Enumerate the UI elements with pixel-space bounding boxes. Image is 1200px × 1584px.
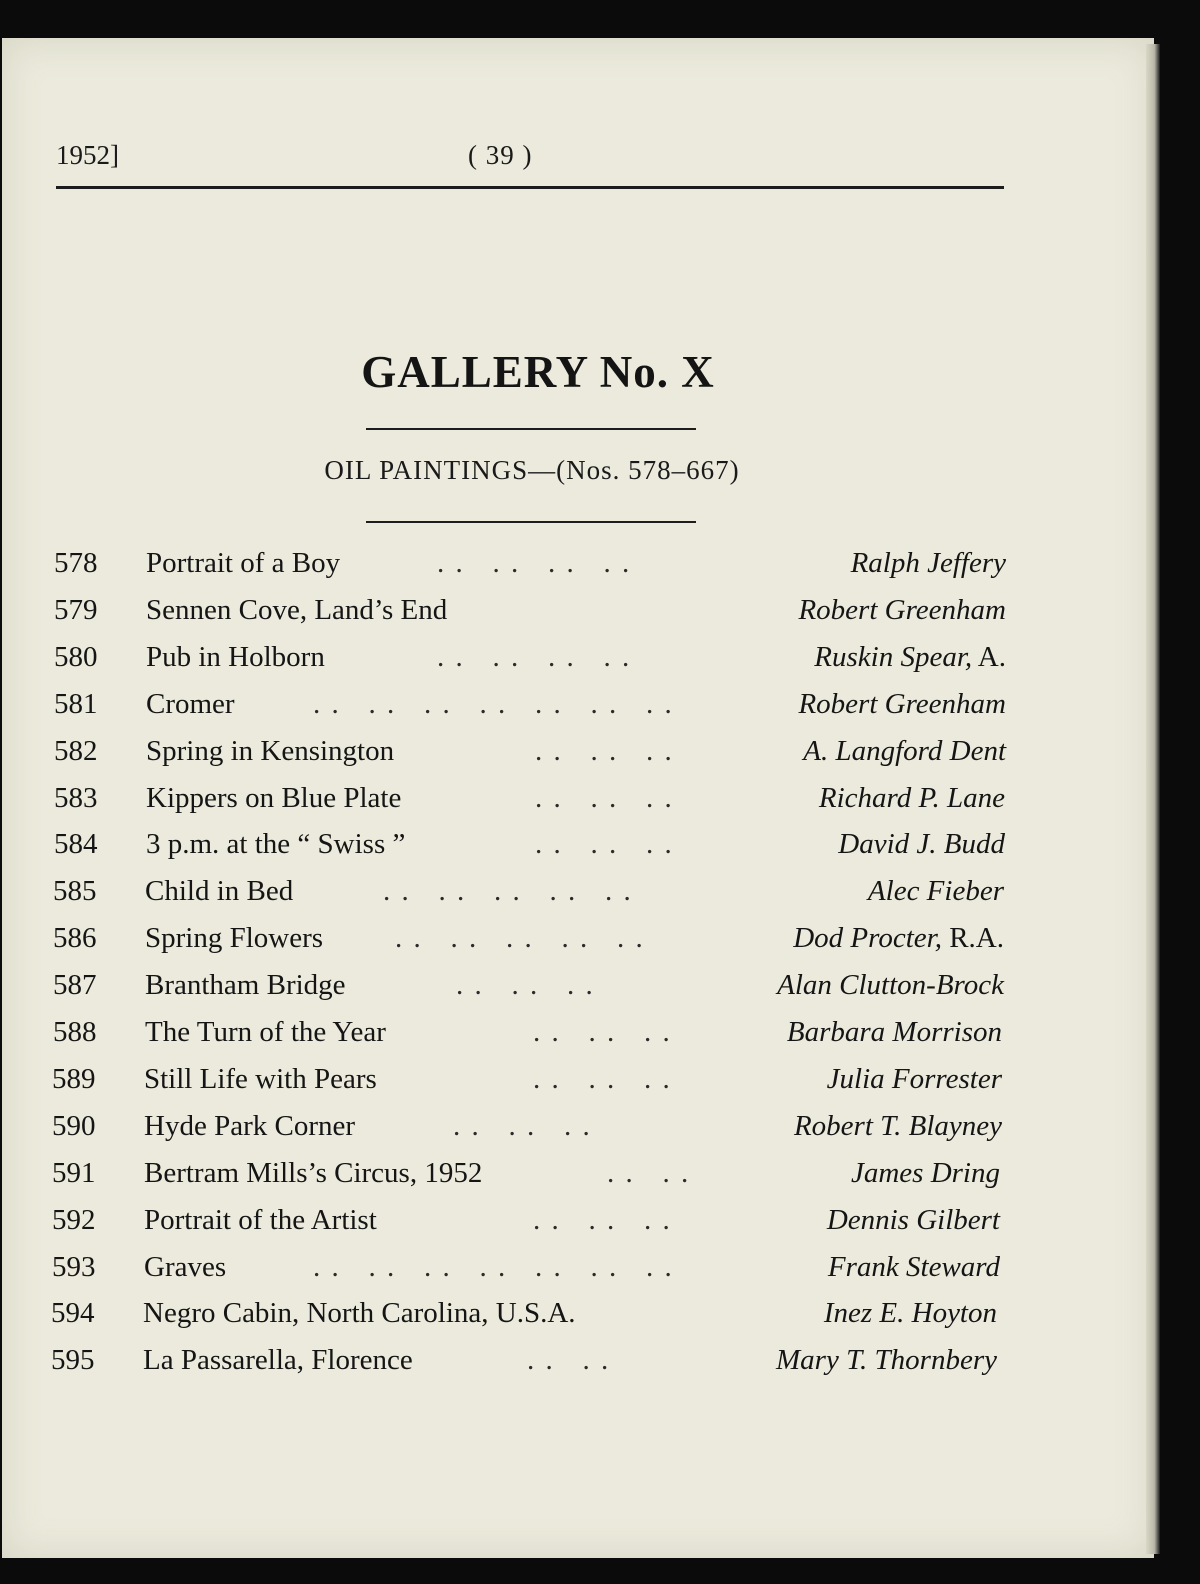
leader-dots: . . . . . .	[533, 1063, 672, 1095]
entry-artist	[838, 828, 1005, 861]
entry-title: Still Life with Pears	[144, 1063, 377, 1095]
artist-name: Robert T. Blayney	[793, 1110, 1002, 1142]
leader-dots: . . . . . . . .	[437, 547, 632, 579]
entry-title: Kippers on Blue Plate	[146, 782, 402, 814]
entry-title: Bertram Mills’s Circus, 1952	[144, 1157, 483, 1189]
gallery-title: GALLERY No. X	[361, 347, 715, 397]
entry-artist	[794, 1110, 1002, 1143]
entry-number: 595	[51, 1344, 95, 1376]
leader-dots: . . . . . .	[533, 1016, 672, 1048]
entry-title: The Turn of the Year	[145, 1016, 386, 1048]
entry-artist	[827, 1063, 1002, 1096]
leader-dots: . . . . . .	[533, 1204, 672, 1236]
entry-artist	[777, 969, 1004, 1002]
entry-title: Portrait of a Boy	[146, 547, 341, 579]
entry-title: Sennen Cove, Land’s End	[146, 594, 448, 626]
entry-artist	[793, 922, 1004, 955]
entry-title: Spring in Kensington	[146, 735, 395, 767]
entry-title: Child in Bed	[145, 875, 294, 907]
catalogue-entry	[54, 547, 1006, 591]
entry-title: La Passarella, Florence	[143, 1344, 413, 1376]
entry-artist	[868, 875, 1004, 908]
title-rule	[366, 428, 696, 430]
header-rule	[56, 186, 1004, 189]
artist-name: Julia Forrester	[826, 1063, 1002, 1095]
leader-dots: . . . . . .	[456, 969, 595, 1001]
leader-dots: . . . . . . . . . .	[383, 875, 633, 907]
leader-dots: . . . . . .	[535, 735, 674, 767]
entry-artist	[776, 1344, 997, 1377]
artist-name: Dod Procter,	[793, 922, 942, 954]
artist-name: Inez E. Hoyton	[823, 1297, 997, 1329]
entry-number: 582	[54, 735, 98, 767]
entry-number: 581	[54, 688, 98, 720]
page-header	[56, 140, 1004, 180]
artist-name: Alec Fieber	[867, 875, 1004, 907]
artist-name: A. Langford Dent	[803, 735, 1006, 767]
artist-name: Alan Clutton-Brock	[777, 969, 1004, 1001]
artist-name: Mary T. Thornbery	[776, 1344, 997, 1376]
artist-name: Barbara Morrison	[786, 1016, 1002, 1048]
entry-title: Graves	[144, 1251, 227, 1283]
catalogue-entry	[53, 1016, 1002, 1060]
catalogue-entry	[53, 922, 1004, 966]
entry-artist	[803, 735, 1006, 768]
section-subtitle: OIL PAINTINGS—(Nos. 578–667)	[324, 455, 740, 485]
catalogue-entry	[53, 969, 1004, 1013]
artist-name: David J. Budd	[838, 828, 1005, 860]
leader-dots: . . . . . . . . . . . . . .	[313, 688, 674, 720]
entry-title: Brantham Bridge	[145, 969, 346, 1001]
entry-title: Negro Cabin, North Carolina, U.S.A.	[143, 1297, 576, 1329]
artist-name: Ralph Jeffery	[850, 547, 1006, 579]
page-number: ( 39 )	[468, 140, 533, 170]
catalogue-entry	[54, 782, 1005, 826]
entry-number: 586	[53, 922, 97, 954]
catalogue-entry	[53, 875, 1004, 919]
catalogue-entry	[54, 594, 1006, 638]
entry-artist	[851, 1157, 1000, 1190]
entry-artist	[798, 688, 1006, 721]
entry-artist	[787, 1016, 1002, 1049]
artist-suffix: A.	[972, 641, 1006, 673]
artist-name: Ruskin Spear,	[814, 641, 973, 673]
artist-name: Robert Greenham	[798, 594, 1006, 626]
leader-dots: . . . . . .	[453, 1110, 592, 1142]
leader-dots: . . . .	[607, 1157, 691, 1189]
catalogue-entry	[52, 1157, 1000, 1201]
entry-artist	[819, 782, 1005, 815]
entry-number: 591	[52, 1157, 96, 1189]
leader-dots: . . . . . .	[535, 828, 674, 860]
catalogue-entry	[54, 828, 1005, 872]
header-year: 1952]	[56, 140, 119, 170]
entry-number: 590	[52, 1110, 96, 1142]
entry-artist	[798, 594, 1006, 627]
artist-name: Richard P. Lane	[818, 782, 1005, 814]
entry-title: Cromer	[146, 688, 235, 720]
entry-title: Spring Flowers	[145, 922, 324, 954]
catalogue-entry	[52, 1251, 1000, 1295]
leader-dots: . . . .	[527, 1344, 611, 1376]
entry-number: 588	[53, 1016, 97, 1048]
entry-title: Portrait of the Artist	[144, 1204, 377, 1236]
artist-name: Dennis Gilbert	[826, 1204, 1000, 1236]
artist-suffix: R.A.	[941, 922, 1004, 954]
entry-number: 579	[54, 594, 98, 626]
entry-artist	[827, 1204, 1000, 1237]
entry-number: 583	[54, 782, 98, 814]
entry-number: 594	[51, 1297, 95, 1329]
entry-artist	[851, 547, 1006, 580]
entry-number: 578	[54, 547, 98, 579]
entry-title: Hyde Park Corner	[144, 1110, 356, 1142]
entry-artist	[828, 1251, 1000, 1284]
entry-number: 589	[52, 1063, 96, 1095]
catalogue-entry	[54, 735, 1006, 779]
entry-title: 3 p.m. at the “ Swiss ”	[146, 828, 406, 860]
entry-number: 584	[54, 828, 98, 860]
catalogue-entry	[51, 1344, 997, 1388]
entry-number: 585	[53, 875, 97, 907]
artist-name: Robert Greenham	[798, 688, 1006, 720]
catalogue-entry	[52, 1063, 1002, 1107]
entry-number: 593	[52, 1251, 96, 1283]
catalogue-entry	[51, 1297, 997, 1341]
leader-dots: . . . . . . . . . . . . . .	[313, 1251, 674, 1283]
leader-dots: . . . . . . . .	[437, 641, 632, 673]
entry-artist	[824, 1297, 997, 1330]
entry-title: Pub in Holborn	[146, 641, 325, 673]
catalogue-entry	[52, 1204, 1000, 1248]
catalogue-entry	[54, 688, 1006, 732]
page-edge	[1146, 44, 1160, 1554]
artist-name: James Dring	[850, 1157, 1000, 1189]
entry-artist	[814, 641, 1006, 674]
entry-number: 592	[52, 1204, 96, 1236]
subtitle-rule	[366, 521, 696, 523]
entry-number: 580	[54, 641, 98, 673]
leader-dots: . . . . . . . . . .	[395, 922, 645, 954]
catalogue-entry	[54, 641, 1006, 685]
catalogue-entry	[52, 1110, 1002, 1154]
entry-number: 587	[53, 969, 97, 1001]
leader-dots: . . . . . .	[535, 782, 674, 814]
artist-name: Frank Steward	[827, 1251, 1000, 1283]
